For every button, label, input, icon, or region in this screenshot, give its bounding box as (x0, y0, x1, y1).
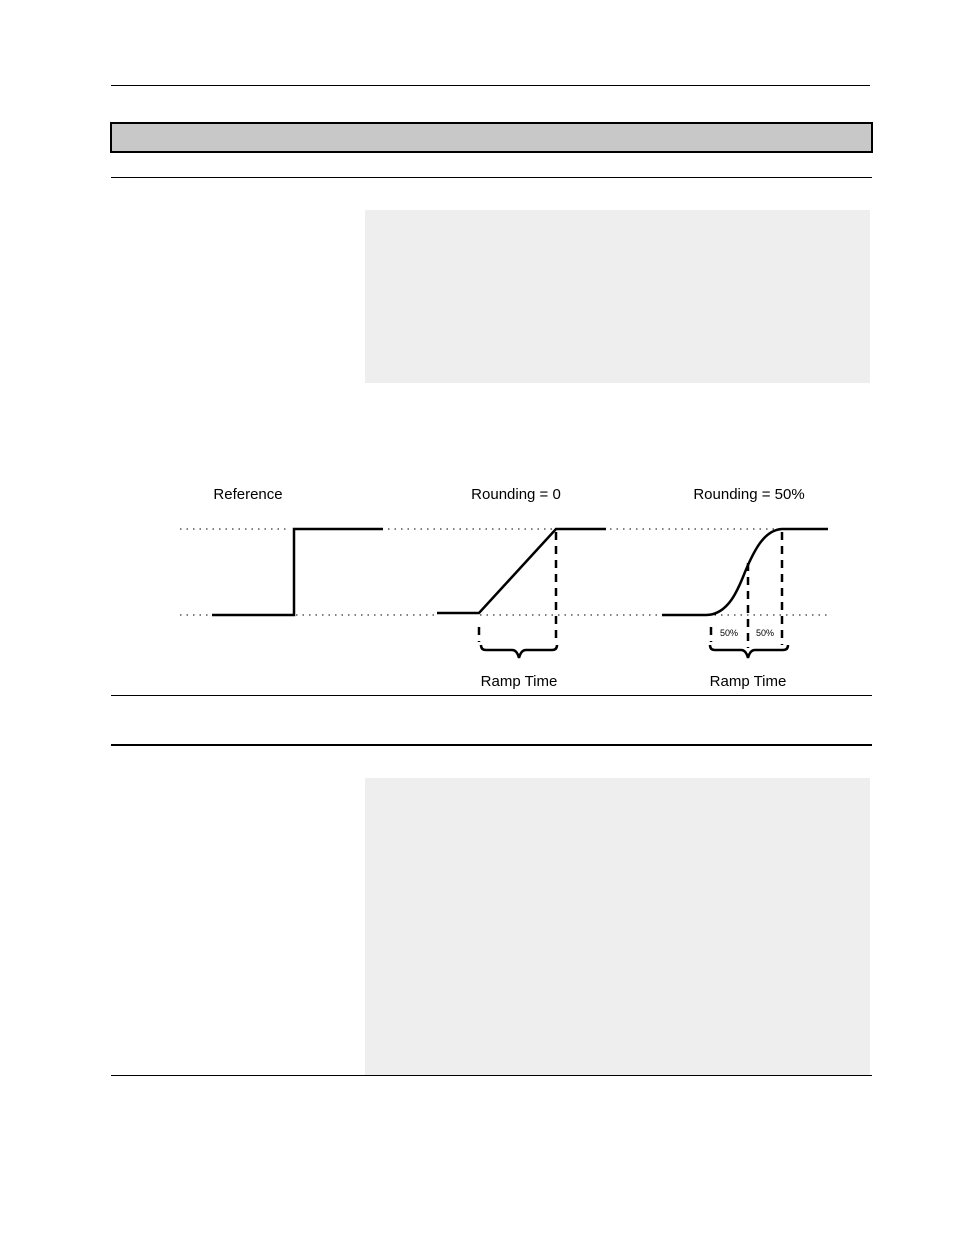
half-label-2: 50% (755, 628, 775, 638)
ramp-time-label-1: Ramp Time (480, 673, 558, 690)
divider-rule (111, 177, 872, 178)
s-curve-ramp (662, 529, 828, 615)
divider-rule (111, 1075, 872, 1076)
parameter-description-box (365, 210, 870, 383)
rounding-zero-label: Rounding = 0 (471, 486, 561, 503)
section-divider-rule (111, 744, 872, 746)
ramp-time-label-2: Ramp Time (709, 673, 787, 690)
rounding-fifty-label: Rounding = 50% (693, 486, 805, 503)
ramp-time-brace-2 (710, 645, 788, 658)
ramp-time-brace-1 (481, 645, 557, 658)
dotted-level-lines (180, 529, 830, 615)
linear-ramp-curve (437, 529, 606, 613)
page-top-rule (111, 85, 870, 86)
parameter-description-box (365, 778, 870, 1075)
section-header-bar (110, 122, 873, 153)
reference-label: Reference (213, 486, 283, 503)
half-label-1: 50% (719, 628, 739, 638)
reference-step-curve (212, 529, 383, 615)
divider-rule (111, 695, 872, 696)
ramp-rounding-diagram (160, 470, 850, 695)
